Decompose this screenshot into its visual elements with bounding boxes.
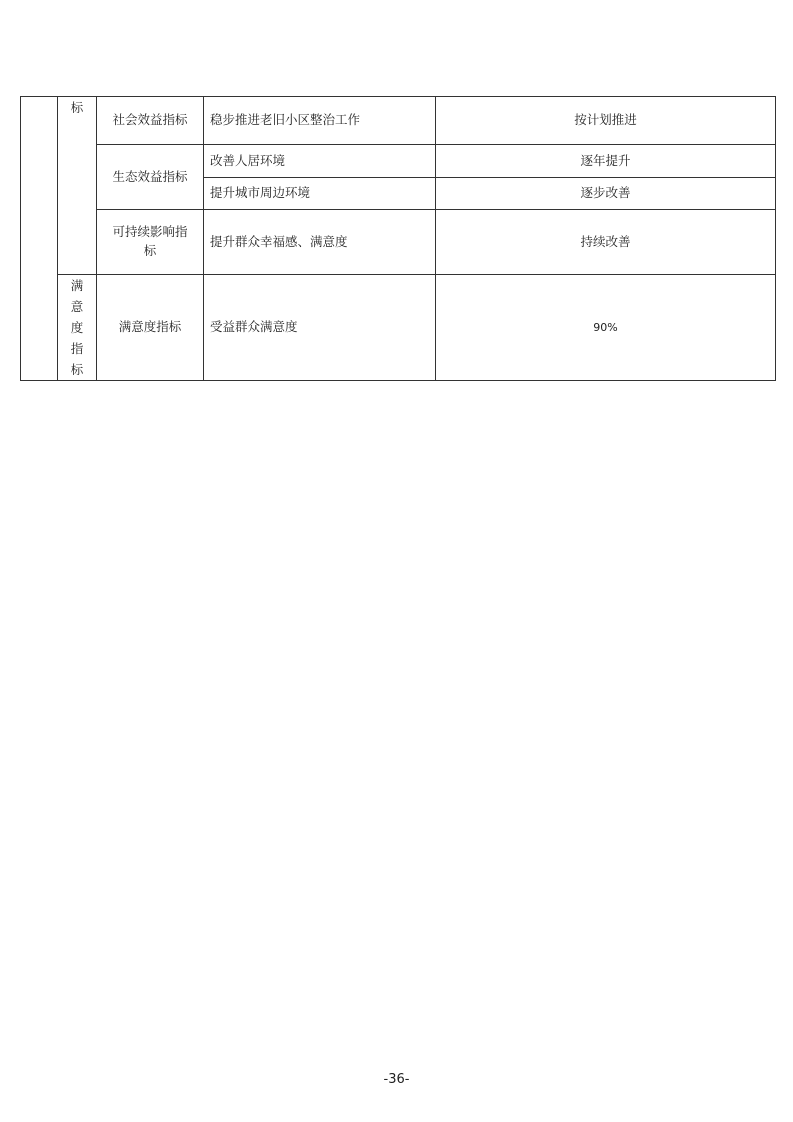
social-benefit-indicator: 稳步推进老旧小区整治工作 — [210, 112, 361, 128]
satisfaction-indicator: 受益群众满意度 — [210, 319, 298, 335]
satisfaction-char: 度 — [70, 320, 84, 335]
eco-target-1: 逐年提升 — [580, 152, 631, 168]
target-value-cell — [436, 97, 776, 145]
satisfaction-char: 指 — [70, 341, 84, 356]
indicator-cell — [204, 97, 436, 145]
table-row — [21, 210, 776, 275]
indicator-cell — [204, 145, 436, 178]
level3-category-cell — [97, 275, 204, 381]
sustain-indicator: 提升群众幸福感、满意度 — [210, 233, 348, 249]
level3-category-cell — [97, 145, 204, 210]
eco-benefit-category: 生态效益指标 — [112, 168, 188, 184]
performance-indicator-table — [20, 96, 776, 381]
satisfaction-category-cell — [58, 275, 97, 381]
indicator-cell — [204, 178, 436, 210]
sustain-category-line2: 标 — [143, 243, 157, 258]
level2-category-label: 标 — [70, 100, 84, 115]
social-benefit-target: 按计划推进 — [574, 112, 637, 128]
target-value-cell — [436, 145, 776, 178]
table-row — [21, 275, 776, 381]
target-value-cell — [436, 275, 776, 381]
sustain-target: 持续改善 — [580, 233, 631, 249]
table-row — [21, 97, 776, 145]
satisfaction-char: 意 — [70, 299, 84, 314]
table-row — [21, 145, 776, 178]
satisfaction-target: 90% — [593, 321, 618, 335]
social-benefit-category: 社会效益指标 — [112, 112, 188, 128]
target-value-cell — [436, 210, 776, 275]
sustain-category-line1: 可持续影响指 — [112, 224, 188, 240]
eco-indicator-1: 改善人居环境 — [210, 152, 286, 168]
level3-category-cell — [97, 210, 204, 275]
eco-indicator-2: 提升城市周边环境 — [210, 185, 311, 201]
satisfaction-char: 标 — [70, 362, 84, 377]
page-number: -36- — [383, 1072, 410, 1087]
satisfaction-char: 满 — [70, 278, 84, 293]
satisfaction-category: 满意度指标 — [118, 319, 182, 335]
level3-category-cell — [97, 97, 204, 145]
level2-category-cell — [58, 97, 97, 275]
indicator-cell — [204, 275, 436, 381]
target-value-cell — [436, 178, 776, 210]
level1-category-cell — [21, 97, 58, 381]
indicator-cell — [204, 210, 436, 275]
eco-target-2: 逐步改善 — [580, 185, 631, 201]
